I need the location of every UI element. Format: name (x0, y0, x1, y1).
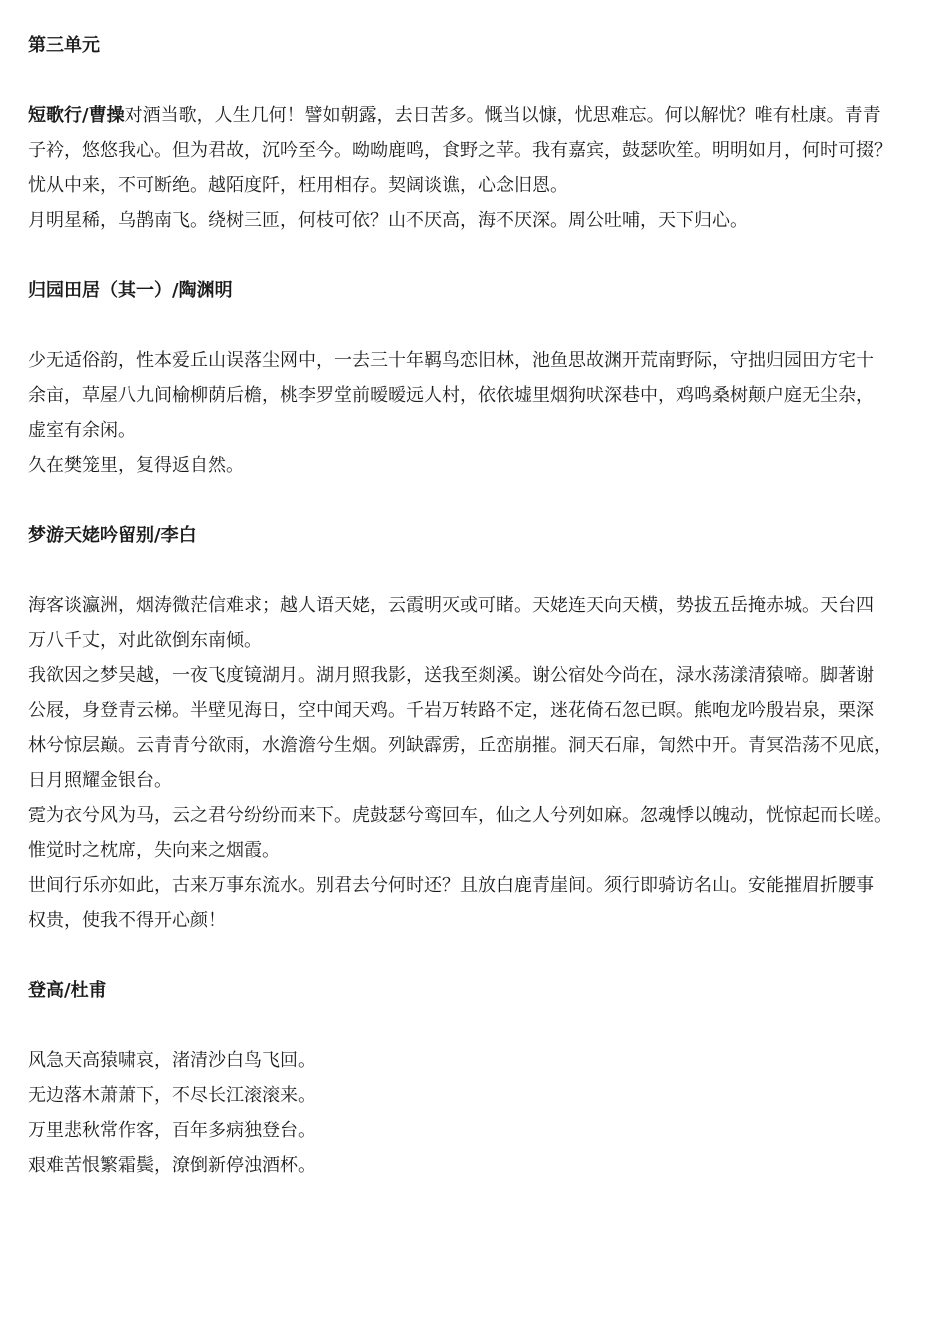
poem-3-line-1: 海客谈瀛洲，烟涛微茫信难求；越人语天姥，云霞明灭或可睹。天姥连天向天横，势拔五岳掩赤城。天台四 (28, 595, 874, 616)
spacer (28, 553, 950, 588)
poem-1-line-4: 月明星稀，乌鹊南飞。绕树三匝，何枝可依？山不厌高，海不厌深。周公吐哺，天下归心。 (28, 210, 748, 231)
poem-3-line-7: 霓为衣兮风为马，云之君兮纷纷而来下。虎鼓瑟兮鸾回车，仙之人兮列如麻。忽魂悸以魄动，恍惊起而长嗟。 (28, 805, 892, 826)
spacer (28, 483, 950, 518)
poem-4-line-3: 万里悲秋常作客，百年多病独登台。 (28, 1120, 316, 1141)
poem-1-line-3: 忧从中来，不可断绝。越陌度阡，枉用相存。契阔谈谯，心念旧恩。 (28, 175, 568, 196)
poem-3-title: 梦游天姥吟留别/李白 (28, 525, 197, 546)
poem-2-line-1: 少无适俗韵，性本爱丘山误落尘网中，一去三十年羁鸟恋旧林，池鱼思故渊开荒南野际，守拙归园田方宅十 (28, 350, 874, 371)
poem-3-line-4: 公屐，身登青云梯。半壁见海日，空中闻天鸡。千岩万转路不定，迷花倚石忽已暝。熊咆龙吟殷岩泉，栗深 (28, 700, 874, 721)
spacer (28, 308, 950, 343)
poem-1-text: 对酒当歌，人生几何！譬如朝露，去日苦多。慨当以慷，忧思难忘。何以解忧？唯有杜康。青青 (124, 105, 881, 126)
poem-3-line-9: 世间行乐亦如此，古来万事东流水。别君去兮何时还？且放白鹿青崖间。须行即骑访名山。安能摧眉折腰事 (28, 875, 874, 896)
poem-3-line-8: 惟觉时之枕席，失向来之烟霞。 (28, 840, 280, 861)
poem-3-line-6: 日月照耀金银台。 (28, 770, 172, 791)
poem-2-title: 归园田居（其一）/陶渊明 (28, 280, 233, 301)
spacer (28, 938, 950, 973)
poem-3-line-10: 权贵，使我不得开心颜！ (28, 910, 226, 931)
poem-4-line-2: 无边落木萧萧下，不尽长江滚滚来。 (28, 1085, 316, 1106)
poem-4-line-4: 艰难苦恨繁霜鬓，潦倒新停浊酒杯。 (28, 1155, 316, 1176)
poem-4-title: 登高/杜甫 (28, 980, 107, 1001)
document-page (28, 28, 950, 1183)
poem-2-line-2: 余亩，草屋八九间榆柳荫后檐，桃李罗堂前暧暧远人村，依依墟里烟狗吠深巷中，鸡鸣桑树颠户庭无尘杂， (28, 385, 874, 406)
poem-4-line-1: 风急天高猿啸哀，渚清沙白鸟飞回。 (28, 1050, 316, 1071)
spacer (28, 63, 950, 98)
spacer (28, 1008, 950, 1043)
unit-title: 第三单元 (28, 35, 100, 56)
poem-3-line-3: 我欲因之梦吴越，一夜飞度镜湖月。湖月照我影，送我至剡溪。谢公宿处今尚在，渌水荡漾清猿啼。脚著谢 (28, 665, 874, 686)
poem-1-title: 短歌行/曹操 (28, 105, 125, 126)
poem-3-line-2: 万八千丈，对此欲倒东南倾。 (28, 630, 262, 651)
poem-2-line-3: 虚室有余闲。 (28, 420, 136, 441)
poem-1-line-1 (28, 98, 950, 133)
poem-2-line-4: 久在樊笼里，复得返自然。 (28, 455, 244, 476)
poem-1-line-2: 子衿，悠悠我心。但为君故，沉吟至今。呦呦鹿鸣，食野之苹。我有嘉宾，鼓瑟吹笙。明明如月，何时可掇？ (28, 140, 892, 161)
spacer (28, 238, 950, 273)
poem-3-line-5: 林兮惊层巅。云青青兮欲雨，水澹澹兮生烟。列缺霹雳，丘峦崩摧。洞天石扉，訇然中开。青冥浩荡不见底， (28, 735, 892, 756)
